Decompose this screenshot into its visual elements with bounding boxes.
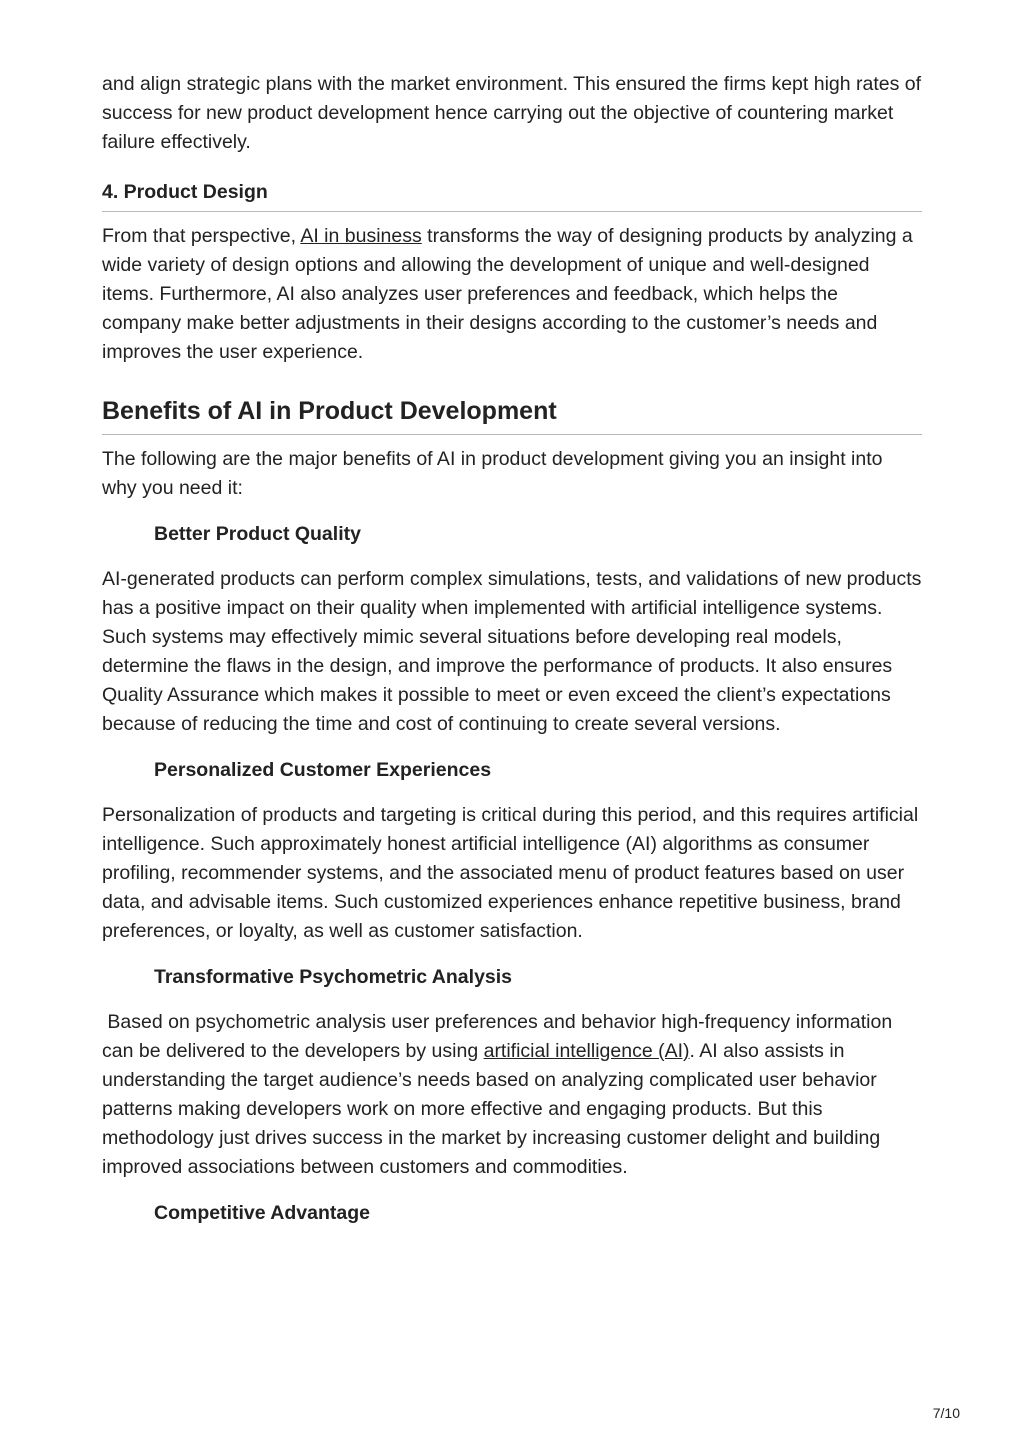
intro-paragraph: and align strategic plans with the market environment. This ensured the firms kept high rates of success for new product development hence carrying out the objective of countering market failure effectively.	[102, 73, 922, 153]
psychometric-text-start: Based on psychometric analysis user preferences and behavior high-frequency information can be delivered to the developers by using	[102, 1011, 898, 1062]
better-quality-paragraph: AI-generated products can perform complex simulations, tests, and validations of new products has a positive impact on their quality when implemented with artificial intelligence systems. Such systems may effectively mimic several situations before developing real models, determine the flaws in the design, and improve the performance of products. It also ensures Quality Assurance which makes it possible to meet or even exceed the client’s expectations because of reducing the time and cost of continuing to create several versions.	[102, 568, 922, 735]
product-design-paragraph	[102, 222, 922, 367]
document-page	[102, 70, 922, 1244]
artificial-intelligence-link[interactable]: artificial intelligence (AI)	[483, 1040, 690, 1062]
ai-in-business-link[interactable]: AI in business	[300, 225, 422, 247]
product-design-text-start: From that perspective,	[102, 225, 301, 247]
psychometric-heading: Transformative Psychometric Analysis	[154, 966, 513, 988]
psychometric-text-end: . AI also assists in understanding the target audience’s needs based on analyzing complicated user behavior patterns making developers work on more effective and engaging products. But this methodology just drives success in the market by increasing customer delight and building improved associations between customers and commodities.	[102, 1040, 886, 1178]
personalized-heading: Personalized Customer Experiences	[154, 759, 492, 781]
benefits-section-heading: Benefits of AI in Product Development	[102, 394, 922, 435]
benefits-intro-paragraph: The following are the major benefits of AI in product development giving you an insight into why you need it:	[102, 448, 883, 499]
personalized-paragraph: Personalization of products and targeting is critical during this period, and this requires artificial intelligence. Such approximately honest artificial intelligence (AI) algorithms as consumer profiling, recommender systems, and the associated menu of product features based on user data, and advisable items. Such customized experiences enhance repetitive business, brand preferences, or loyalty, as well as customer satisfaction.	[102, 804, 919, 942]
product-design-heading: 4. Product Design	[102, 179, 922, 212]
page-number: 7/10	[932, 1405, 960, 1421]
competitive-advantage-heading: Competitive Advantage	[154, 1202, 370, 1224]
product-design-text-end: transforms the way of designing products by analyzing a wide variety of design options and allowing the development of unique and well-designed items. Furthermore, AI also analyzes user preferences and feedback, which helps the company make better adjustments in their designs according to the customer’s needs and improves the user experience.	[102, 225, 913, 363]
better-quality-heading: Better Product Quality	[154, 523, 361, 545]
psychometric-paragraph	[102, 1008, 922, 1182]
